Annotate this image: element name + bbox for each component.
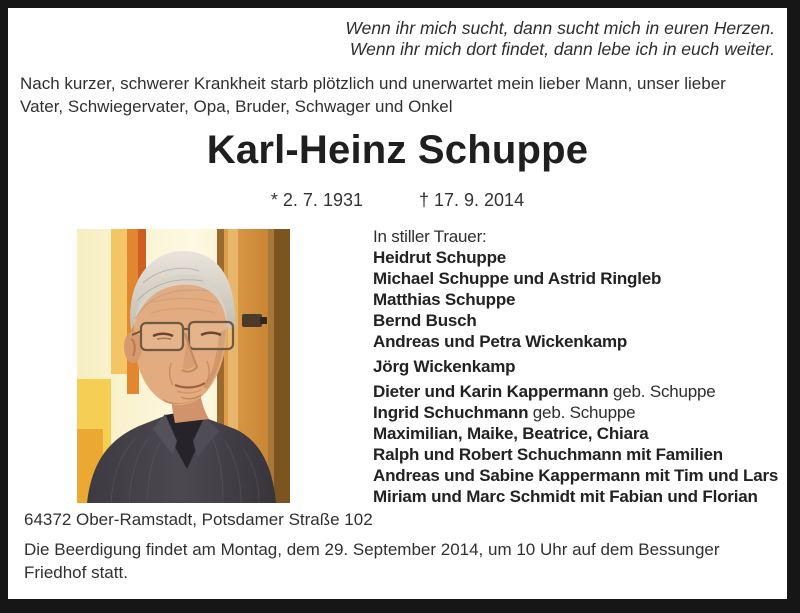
life-dates (8, 190, 787, 211)
death-date: † 17. 9. 2014 (418, 190, 525, 210)
mourner-row: Heidrut Schuppe (373, 248, 507, 267)
address-line: 64372 Ober-Ramstadt, Potsdamer Straße 102 (24, 510, 373, 529)
mourner-row: Andreas und Sabine Kappermann mit Tim und Lars (373, 466, 779, 485)
intro-text: Nach kurzer, schwerer Krankheit starb plötzlich und unerwartet mein lieber Mann, unser lieber Vater, Schwiegervater, Opa, Bruder, Schwager und Onkel (20, 74, 726, 116)
mourner-row: Matthias Schuppe (373, 290, 516, 309)
mourner-row: Andreas und Petra Wickenkamp (373, 332, 628, 351)
deceased-name: Karl-Heinz Schuppe (206, 128, 589, 172)
quote-line-1: Wenn ihr mich sucht, dann sucht mich in euren Herzen. (345, 18, 775, 38)
mourner-row: Ralph und Robert Schuchmann mit Familien (373, 445, 723, 464)
mourner-row: Miriam und Marc Schmidt mit Fabian und Florian (373, 487, 758, 506)
memorial-quote (345, 18, 775, 60)
mourner-row: Ingrid Schuchmann geb. Schuppe (373, 403, 636, 422)
birth-date: * 2. 7. 1931 (270, 190, 363, 210)
mourner-row: Michael Schuppe und Astrid Ringleb (373, 269, 662, 288)
funeral-info: Die Beerdigung findet am Montag, dem 29. September 2014, um 10 Uhr auf dem Bessunger Friedhof statt. (24, 540, 720, 582)
mourner-row: Bernd Busch (373, 311, 477, 330)
portrait-photo (77, 229, 290, 503)
mourners-section (373, 226, 785, 507)
portrait-illustration (77, 229, 290, 503)
mourner-row: Maximilian, Maike, Beatrice, Chiara (373, 424, 649, 443)
mourner-row: Dieter und Karin Kappermann geb. Schuppe (373, 382, 716, 401)
quote-line-2: Wenn ihr mich dort findet, dann lebe ich in euch weiter. (349, 39, 775, 59)
obituary-sheet (8, 8, 787, 599)
mourner-row: Jörg Wickenkamp (373, 357, 516, 376)
mourners-heading: In stiller Trauer: (373, 227, 487, 246)
